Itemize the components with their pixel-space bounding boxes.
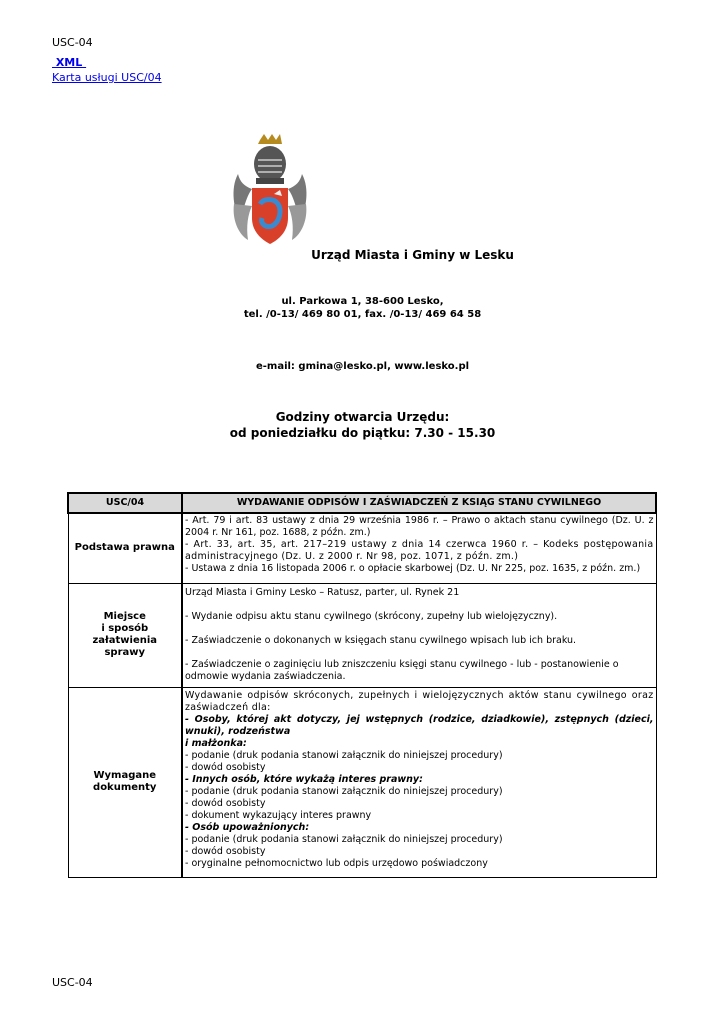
- documents-group-heading: i małżonka:: [185, 737, 247, 749]
- table-title-header: WYDAWANIE ODPISÓW I ZAŚWIADCZEŃ Z KSIĄG STANU CYWILNEGO: [182, 493, 656, 513]
- place-item: - Wydanie odpisu aktu stanu cywilnego (skrócony, zupełny lub wielojęzyczny).: [185, 610, 558, 622]
- hours-title: Godziny otwarcia Urzędu:: [275, 410, 450, 424]
- table-code-header: USC/04: [68, 493, 182, 513]
- header-code: USC-04: [52, 36, 93, 49]
- documents-item: - podanie (druk podania stanowi załącznik do niniejszej procedury): [185, 833, 503, 845]
- service-table: [67, 492, 657, 878]
- place-content: [182, 583, 656, 687]
- place-label-line: Miejsce: [103, 611, 146, 622]
- footer-code: USC-04: [52, 976, 93, 989]
- documents-item: - dowód osobisty: [185, 797, 266, 809]
- documents-item: - dokument wykazujący interes prawny: [185, 809, 372, 821]
- xml-link[interactable]: XML: [52, 56, 87, 69]
- documents-group-heading: - Innych osób, które wykażą interes prawny:: [185, 773, 423, 785]
- table-row: [68, 513, 656, 583]
- documents-item: - dowód osobisty: [185, 845, 266, 857]
- documents-content: [182, 687, 656, 877]
- table-header-row: [68, 493, 656, 513]
- office-address: ul. Parkowa 1, 38-600 Lesko,: [281, 296, 444, 307]
- documents-item: - podanie (druk podania stanowi załącznik do niniejszej procedury): [185, 785, 503, 797]
- service-card-link[interactable]: Karta usługi USC/04: [52, 71, 162, 84]
- office-email: e-mail: gmina@lesko.pl, www.lesko.pl: [255, 361, 470, 372]
- legal-basis-content: [182, 513, 656, 583]
- documents-label-line: Wymagane: [93, 770, 157, 781]
- coat-of-arms-icon: [230, 134, 310, 246]
- place-label: [68, 583, 182, 687]
- legal-basis-label: Podstawa prawna: [68, 513, 182, 583]
- documents-group-heading: - Osób upoważnionych:: [185, 821, 310, 833]
- legal-basis-line: - Ustawa z dnia 16 listopada 2006 r. o opłacie skarbowej (Dz. U. Nr 225, poz. 1635, z późn. zm.): [185, 563, 641, 574]
- table-row: [68, 687, 656, 877]
- place-location: Urząd Miasta i Gminy Lesko – Ratusz, parter, ul. Rynek 21: [185, 586, 460, 598]
- place-item: - Zaświadczenie o dokonanych w księgach stanu cywilnego wpisach lub ich braku.: [185, 634, 577, 646]
- documents-item: - oryginalne pełnomocnictwo lub odpis urzędowo poświadczony: [185, 857, 488, 869]
- office-phone: tel. /0-13/ 469 80 01, fax. /0-13/ 469 64 58: [243, 309, 482, 320]
- documents-item: - podanie (druk podania stanowi załącznik do niniejszej procedury): [185, 749, 503, 761]
- office-name: Urząd Miasta i Gminy w Lesku: [311, 248, 514, 262]
- documents-item: - dowód osobisty: [185, 761, 266, 773]
- documents-label-line: dokumenty: [93, 782, 157, 793]
- place-label-line: sprawy: [104, 647, 146, 658]
- place-item: - Zaświadczenie o zaginięciu lub zniszczeniu księgi stanu cywilnego - lub - postanowienie o odmowie wydania zaświadczenia.: [185, 658, 619, 682]
- legal-basis-line: - Art. 33, art. 35, art. 217–219 ustawy z dnia 14 czerwca 1960 r. – Kodeks postępowania administracyjnego (Dz. U. z 2000 r. Nr 98, poz. 1071, z późn. zm.): [185, 539, 654, 562]
- documents-group-heading: - Osoby, której akt dotyczy, jej wstępnych (rodzice, dziadkowie), zstępnych (dzieci, wnuki), rodzeństwa: [185, 713, 654, 737]
- legal-basis-line: - Art. 79 i art. 83 ustawy z dnia 29 września 1986 r. – Prawo o aktach stanu cywilnego (Dz. U. z 2004 r. Nr 161, poz. 1688, z późn. zm.): [185, 515, 654, 538]
- place-label-line: i sposób załatwienia: [92, 623, 158, 646]
- table-row: [68, 583, 656, 687]
- documents-intro: Wydawanie odpisów skróconych, zupełnych i wielojęzycznych aktów stanu cywilnego oraz zaświadczeń dla:: [185, 689, 654, 713]
- opening-hours: od poniedziałku do piątku: 7.30 - 15.30: [229, 426, 496, 440]
- documents-label: [68, 687, 182, 877]
